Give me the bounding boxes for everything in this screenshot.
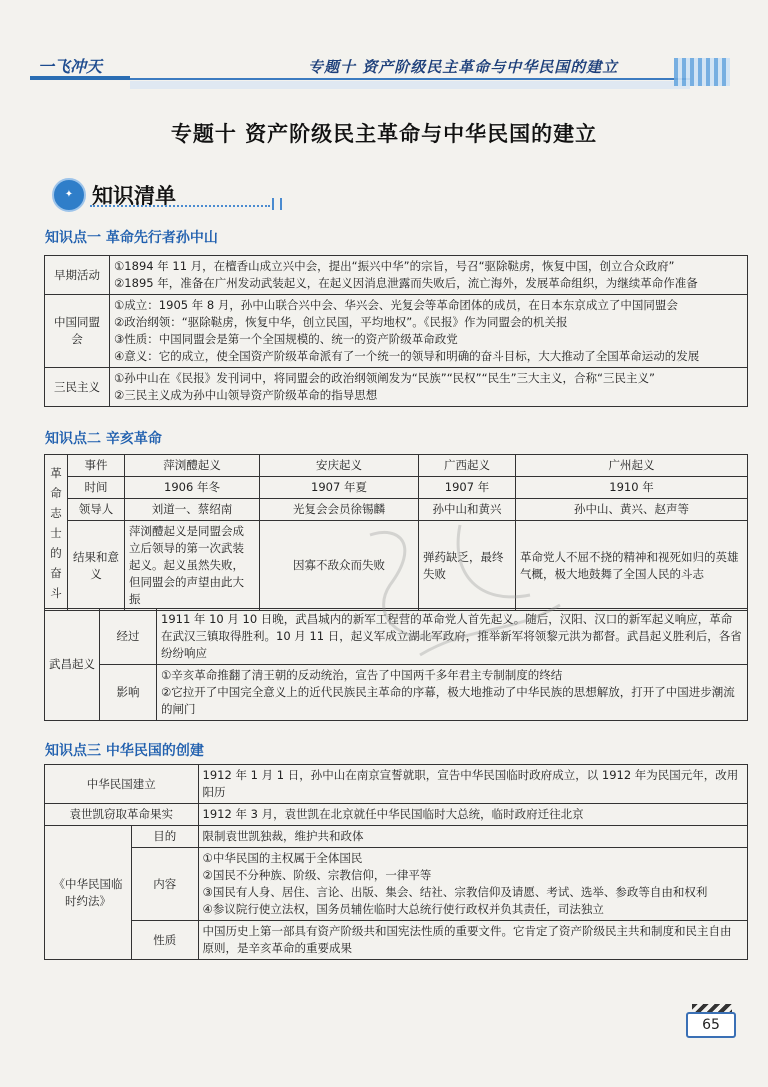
row-label: 中国同盟会 — [45, 295, 110, 368]
content-line: ②1895 年，准备在广州发动武装起义，在起义因消息泄露而失败后，流亡海外，发展革命组织，为继续革命作准备 — [114, 276, 698, 290]
col-head: 广西起义 — [419, 455, 516, 477]
row-label: 早期活动 — [45, 256, 110, 295]
brand-underline — [30, 76, 130, 80]
table-row — [45, 804, 748, 826]
side-label: 革命志士的奋斗 — [45, 455, 68, 611]
cell: 因寡不敌众而失败 — [260, 521, 419, 611]
content-line: ①1894 年 11 月，在檀香山成立兴中会，提出“振兴中华”的宗旨，号召“驱除鞑虏，恢复中国，创立合众政府” — [114, 259, 675, 273]
table-row — [45, 521, 748, 611]
section-badge-icon: ✦ — [52, 178, 86, 212]
cell: 中国历史上第一部具有资产阶级共和国宪法性质的重要文件。它肯定了资产阶级民主共和制度和民主自由原则，是辛亥革命的重要成果 — [198, 921, 747, 960]
section-end-marker — [272, 198, 282, 210]
wuchang-table — [44, 608, 748, 721]
cell: 萍浏醴起义是同盟会成立后领导的第一次武装起义。起义虽然失败，但同盟会的声望由此大振 — [125, 521, 260, 611]
row-label: 经过 — [100, 609, 157, 665]
cell: 1912 年 1 月 1 日，孙中山在南京宣誓就职，宣告中华民国临时政府成立，以 1912 年为民国元年，改用阳历 — [198, 765, 747, 804]
cell: 限制袁世凯独裁，维护共和政体 — [198, 826, 747, 848]
running-header — [30, 50, 730, 88]
table-row — [45, 665, 748, 721]
kp1-heading: 知识点一 革命先行者孙中山 — [45, 230, 218, 246]
table-row — [45, 848, 748, 921]
row-content — [110, 368, 748, 407]
page-number: 65 — [686, 1012, 736, 1038]
row-label: 内容 — [132, 848, 199, 921]
header-rule — [130, 78, 690, 80]
table-row — [45, 256, 748, 295]
cell: 1912 年 3 月，袁世凯在北京就任中华民国临时大总统，临时政府迁往北京 — [198, 804, 747, 826]
row-label: 结果和意义 — [68, 521, 125, 611]
cell — [198, 848, 747, 921]
table-row — [45, 921, 748, 960]
cell: 光复会会员徐锡麟 — [260, 499, 419, 521]
row-content — [110, 256, 748, 295]
row-content — [110, 295, 748, 368]
cell: 1907 年 — [419, 477, 516, 499]
col-head: 事件 — [68, 455, 125, 477]
kp3-heading: 知识点三 中华民国的创建 — [45, 743, 204, 759]
page-number-decoration — [692, 1004, 732, 1012]
content-line: ①成立：1905 年 8 月，孙中山联合兴中会、华兴会、光复会等革命团体的成员，在日本东京成立了中国同盟会 — [114, 298, 678, 312]
kp2-heading: 知识点二 辛亥革命 — [45, 431, 162, 447]
row-label: 领导人 — [68, 499, 125, 521]
table-row — [45, 609, 748, 665]
cell: 1911 年 10 月 10 日晚，武昌城内的新军工程营的革命党人首先起义。随后，汉阳、汉口的新军起义响应，革命在武汉三镇取得胜利。10 月 11 日，起义军成立湖北军政府，推举新军将领黎元洪为都督。武昌起义胜利后，各省纷纷响应 — [157, 609, 748, 665]
chapter-title: 专题十 资产阶级民主革命与中华民国的建立 — [170, 122, 598, 146]
content-line: ③国民有人身、居住、言论、出版、集会、结社、宗教信仰及请愿、考试、选举、参政等自由和权利 — [202, 885, 708, 899]
row-label: 袁世凯窃取革命果实 — [45, 804, 199, 826]
row-label: 三民主义 — [45, 368, 110, 407]
cell: 革命党人不屈不挠的精神和视死如归的英雄气概，极大地鼓舞了全国人民的斗志 — [516, 521, 748, 611]
content-line: ①辛亥革命推翻了清王朝的反动统治，宣告了中国两千多年君主专制制度的终结 — [161, 668, 563, 682]
row-label: 《中华民国临时约法》 — [45, 826, 132, 960]
row-label: 性质 — [132, 921, 199, 960]
table-row — [45, 477, 748, 499]
section-dotted-line — [90, 205, 270, 207]
kp1-table — [44, 255, 748, 407]
table-row — [45, 765, 748, 804]
content-line: ④意义：它的成立，使全国资产阶级革命派有了一个统一的领导和明确的奋斗目标，大大推动了全国革命运动的发展 — [114, 349, 700, 363]
table-row — [45, 499, 748, 521]
row-label: 影响 — [100, 665, 157, 721]
table-row — [45, 295, 748, 368]
table-row — [45, 455, 748, 477]
row-label: 目的 — [132, 826, 199, 848]
header-grid-decoration — [674, 58, 730, 86]
col-head: 广州起义 — [516, 455, 748, 477]
running-title: 专题十 资产阶级民主革命与中华民国的建立 — [308, 58, 619, 76]
table-row — [45, 368, 748, 407]
content-line: ②政治纲领：“驱除鞑虏，恢复中华，创立民国，平均地权”。《民报》作为同盟会的机关报 — [114, 315, 568, 329]
col-head: 萍浏醴起义 — [125, 455, 260, 477]
cell: 刘道一、蔡绍南 — [125, 499, 260, 521]
row-label: 时间 — [68, 477, 125, 499]
kp2-table — [44, 454, 748, 611]
cell: 1910 年 — [516, 477, 748, 499]
kp3-table — [44, 764, 748, 960]
table-row — [45, 826, 748, 848]
content-line: ②它拉开了中国完全意义上的近代民族民主革命的序幕，极大地推动了中华民族的思想解放，打开了中国进步潮流的闸门 — [161, 685, 735, 716]
brand-logo: 一飞冲天 — [38, 57, 103, 76]
content-line: ②三民主义成为孙中山领导资产阶级革命的指导思想 — [114, 388, 378, 402]
header-strip — [130, 81, 690, 89]
col-head: 安庆起义 — [260, 455, 419, 477]
content-line: ①中华民国的主权属于全体国民 — [202, 851, 363, 865]
cell — [157, 665, 748, 721]
row-label: 武昌起义 — [45, 609, 100, 721]
content-line: ③性质：中国同盟会是第一个全国规模的、统一的资产阶级革命政党 — [114, 332, 458, 346]
section-title: 知识清单 — [92, 184, 176, 208]
section-banner — [46, 176, 282, 212]
cell: 1906 年冬 — [125, 477, 260, 499]
cell: 1907 年夏 — [260, 477, 419, 499]
page-number-badge — [686, 1004, 734, 1038]
cell: 孙中山、黄兴、赵声等 — [516, 499, 748, 521]
row-label: 中华民国建立 — [45, 765, 199, 804]
content-line: ④参议院行使立法权，国务员辅佐临时大总统行使行政权并负其责任，司法独立 — [202, 902, 604, 916]
content-line: ②国民不分种族、阶级、宗教信仰，一律平等 — [202, 868, 432, 882]
content-line: ①孙中山在《民报》发刊词中，将同盟会的政治纲领阐发为“民族”“民权”“民生”三大主义，合称“三民主义” — [114, 371, 655, 385]
cell: 孙中山和黄兴 — [419, 499, 516, 521]
cell: 弹药缺乏，最终失败 — [419, 521, 516, 611]
